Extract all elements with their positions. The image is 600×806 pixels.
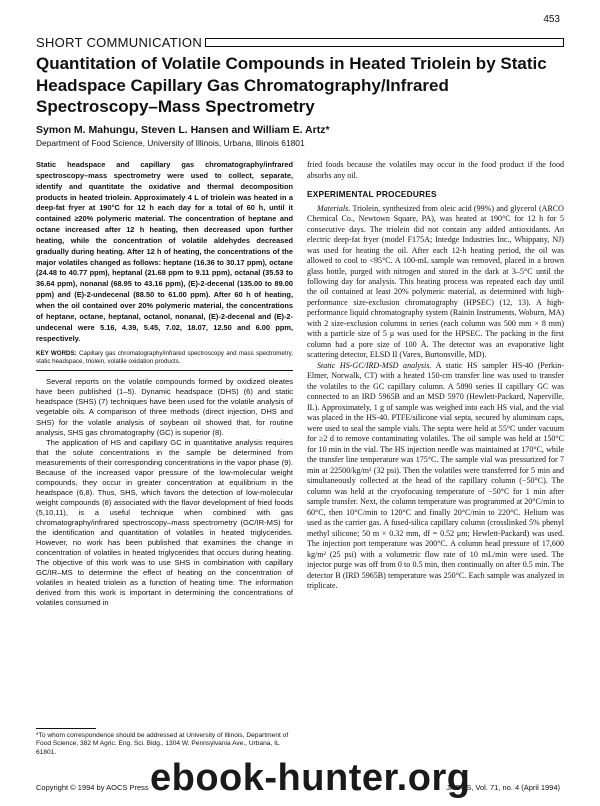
abstract: Static headspace and capillary gas chromatography/infrared spectroscopy–mass spectrometry were used to collect, separate, identify and quantitate the oxidative and thermal decomposition products in heated triolein. Approximately 4 L of triolein was heated in a deep-fat fryer at 190°C for 12 h each day for a total of 60 h, until it contained ≥20% polymeric material. The concentration of heptane and octane increased after 12 h heating, then decreased upon further heating, while the concentration of volatile aldehydes decreased gradually during heating. After 12 h of heating, the concentrations of the major volatiles changed as follows: heptane (16.36 to 30.17 ppm), octane (24.48 to 40.77 ppm), heptanal (21.68 ppm to 9.11 ppm), octanal (35.53 to 36.64 ppm), nonanal (68.95 to 43.16 ppm), (E)-2-decenal (135.00 to 89.00 ppm) and (E)-2-undecenal (88.50 to 61.00 ppm). After 60 h of heating, when the oil contained over 20% polymeric material, the concentrations of heptane, octane, heptanal, octanol, nonanal, (E)-2-decenal and (E)-2-undecenal were 5.16, 4.39, 5.45, 7.02, 18.07, 12.50 and 6.00 ppm, respectively. [36,160,293,343]
static-label: Static HS-GC/IRD-MSD analysis. [317,360,432,370]
footer-copyright: Copyright © 1994 by AOCS Press [36,783,149,792]
materials-label: Materials. [317,203,351,213]
materials-paragraph [307,204,564,361]
watermark: ebook-hunter.org [150,757,471,799]
footnote-rule [36,728,96,729]
article-title: Quantitation of Volatile Compounds in Heated Triolein by Static Headspace Capillary Gas Chromatography/Infrared Spectroscopy–Mass Spectrometry [36,54,547,116]
static-text: A static HS sampler HS-40 (Perkin-Elmer, Norwalk, CT) with a heated 150-cm transfer line was used to transfer the volatiles to the GC capillary column. A 5890 series II capillary GC was connected to an IRD 5965B and an MSD 5970 (Hewlett-Packard, Naperville, IL). Approximately, 1 g of sample was weighed into each HS vial, and the vial was placed in the HS-40. PTFE/silicone vial septa, secured by aluminum caps, were used to seal the sample vials. The septa were held at 55°C under vacuum for ≥2 d to remove contaminating volatiles. The oil sample was held at 150°C for 10 min in the vial. The HS injection needle was maintained at 170°C, while the transfer line temperature was 175°C. The sample vial was pressurized for 7 min at 22500/kg/m² (32 psi). Then the volatiles were transferred for 5 min and simultaneously collected at the head of the capillary column (−50°C). The column was held at the cryofocusing temperature of −50°C for 1 min after sample transfer. Next, the column temperature was programmed at 20°C/min to 60°C, then 10°C/min to 120°C and finally 20°C/min to 220°C. Helium was used as the carrier gas. A fused-silica capillary column (crosslinked 5% phenyl methyl silicone; 50 m × 0.32 mm, df = 0.52 μm; Hewlett-Packard) was used. The injection port temperature was 200°C. A column head pressure of 17,600 kg/m² (25 psi) with a volumetric flow rate of 10 mL/min were used. The injector purge was off from 0 to 0.5 min, then continually on after 0.5 min. The detector B (IRD 5965B) temperature was 250°C. Each sample was analyzed in triplicate. [307,360,564,591]
footnote-text: *To whom correspondence should be addressed at University of Illinois, Department of Food Science, 382 M Agric. Eng. Sci. Bldg., 1304 W. Pennsylvania Ave., Urbana, IL 61801. [36,732,289,756]
section-label: SHORT COMMUNICATION [36,34,203,50]
keywords [36,350,293,371]
intro-paragraph: The application of HS and capillary GC in quantitative analysis requires that the solute concentrations in the sample be determined from measurements of their corresponding concentrations in the vapor phase (9). Because of the increased vapor pressure of the low-molecular weight compounds, they occur in greater concentration at equilibrium in the headspace (6,8). Thus, SHS, which favors the detection of low-molecular weight compounds (8) associated with the flavor development of fried foods (5,10,11), is a useful technique when combined with gas chromatography/infrared spectroscopy–mass spectrometry (GC/IR-MS) for the identification and quantitation of volatiles in heated triglycerides. However, no work has been published that examines the change in concentration of volatiles in heated triglycerides that occurs during heating. The objective of this work was to use SHS in combination with capillary GC/IR–MS to determine the effect of heating on the concentration of volatiles in heated triolein as a function of heating time. The information derived from this work is important in determining the concentrations of volatiles consumed in [36,437,293,608]
intro-continuation: fried foods because the volatiles may occur in the food product if the food absorbs any oil. [307,160,564,180]
authors: Symon M. Mahungu, Steven L. Hansen and William E. Artz* [36,124,330,136]
right-column [307,160,564,592]
intro-paragraph: Several reports on the volatile compounds formed by oxidized oleates have been published (1–5). Dynamic headspace (DHS) (6) and static headspace (SHS) (7) techniques have been used for the volatile analysis of vegetable oils. A comparison of three methods (direct injection, DHS and SHS) for the volatile analysis of soybean oil showed that, for routine analysis, SHS gas chromatography (GC) is superior (8). [36,377,293,437]
footer-journal: JAOCS, Vol. 71, no. 4 (April 1994) [446,783,560,792]
methods-body [307,204,564,592]
static-paragraph [307,361,564,592]
footnote [36,728,293,757]
keywords-text: Capillary gas chromatography/infrared spectroscopy and mass spectrometry, static headspace, triolein, volatile oxidation products. [36,350,293,366]
affiliation: Department of Food Science, University of Illinois, Urbana, Illinois 61801 [36,138,305,148]
page-number: 453 [543,14,560,25]
materials-text: Triolein, synthesized from oleic acid (99%) and glycerol (ARCO Chemical Co., Newtown Square, PA), was heated at 190°C for 12 h for 5 consecutive days. The triolein did not contain any added antioxidants. An electric deep-fat fryer (model F175A; Intedge Industries Inc., Whippany, NJ) was used for heating the oil. After each 12-h heating period, the oil was allowed to cool to <95°C. A 100-mL sample was removed, placed in a brown glass bottle, purged with nitrogen and stored in the dark at 3–5°C until the following day for analysis. This heating process was repeated each day until the oil contained at least 20% polymeric material, as determined with high-performance size-exclusion chromatography (HPSEC) (12, 13). A high-performance liquid chromatography system (Rainin Instruments, Woburn, MA) with 2 size-exclusion columns in series (each column was 500 mm × 8 mm) with a particle size of 5 μ was used for the HPSEC. The packing in the first column had a pore size of 100 Å. The detector was an evaporative light scattering detector, ELSD II (Varex, Burtonsville, MD). [307,203,564,360]
section-rule-box [205,38,564,47]
left-column [36,160,293,608]
section-heading: EXPERIMENTAL PROCEDURES [307,189,437,199]
intro-body [36,377,293,608]
keywords-label: KEY WORDS: [36,350,77,358]
section-header [36,34,564,50]
